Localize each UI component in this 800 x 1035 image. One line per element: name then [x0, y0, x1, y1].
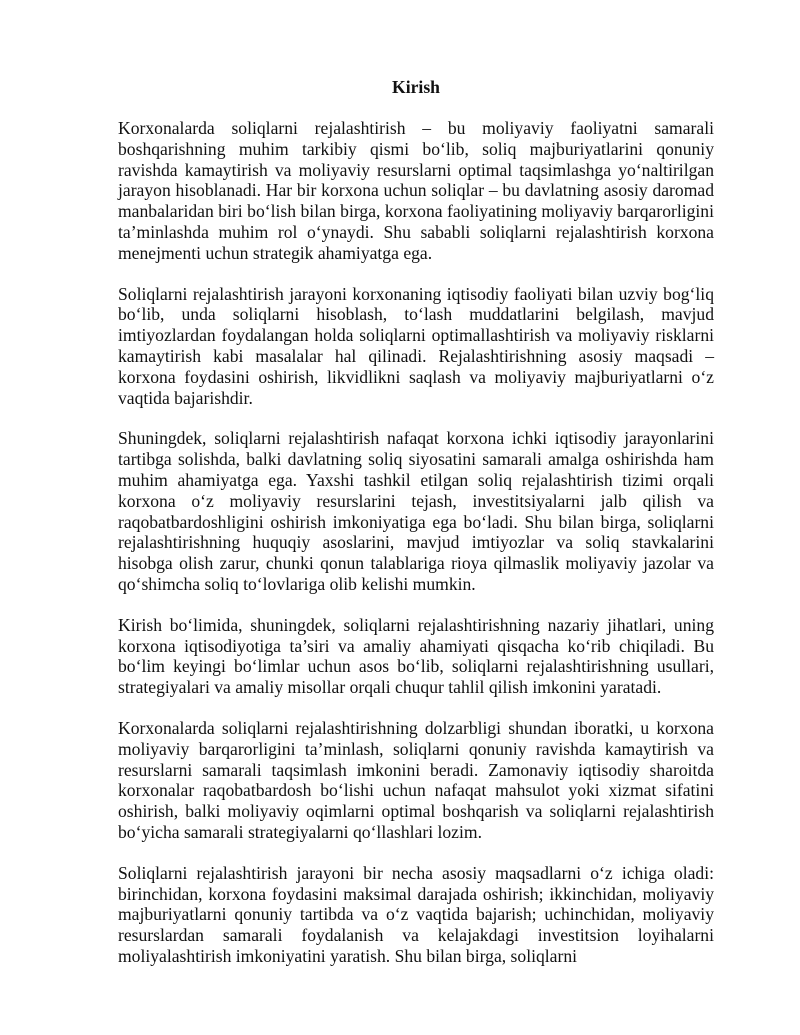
paragraph-5: Korxonalarda soliqlarni rejalashtirishning dolzarbligi shundan iboratki, u korxona moliyaviy barqarorligini ta’minlash, soliqlarni qonuniy ravishda kamaytirish va resurslarni samarali taqsimlash imkonini beradi. Zamonaviy iqtisodiy sharoitda korxonalar raqobatbardosh bo‘lishi uchun nafaqat mahsulot yoki xizmat sifatini oshirish, balki moliyaviy oqimlarni optimal boshqarish va soliqlarni rejalashtirish bo‘yicha samarali strategiyalarni qo‘llashlari lozim. — [118, 717, 714, 842]
paragraph-4: Kirish bo‘limida, shuningdek, soliqlarni rejalashtirishning nazariy jihatlari, uning korxona iqtisodiyotiga ta’siri va amaliy ahamiyati qisqacha ko‘rib chiqiladi. Bu bo‘lim keyingi bo‘limlar uchun asos bo‘lib, soliqlarni rejalashtirishning usullari, strategiyalari va amaliy misollar orqali chuqur tahlil qilish imkonini yaratadi. — [118, 614, 714, 698]
document-title: Kirish — [392, 77, 440, 97]
paragraph-2: Soliqlarni rejalashtirish jarayoni korxonaning iqtisodiy faoliyati bilan uzviy bog‘liq bo‘lib, unda soliqlarni hisoblash, to‘lash muddatlarini belgilash, mavjud imtiyozlardan foydalangan holda soliqlarni optimallashtirish va moliyaviy risklarni kamaytirish kabi masalalar hal qilinadi. Rejalashtirishning asosiy maqsadi – korxona foydasini oshirish, likvidlikni saqlash va moliyaviy majburiyatlarni o‘z vaqtida bajarishdir. — [118, 283, 714, 408]
paragraph-6: Soliqlarni rejalashtirish jarayoni bir necha asosiy maqsadlarni o‘z ichiga oladi: birinchidan, korxona foydasini maksimal darajada oshirish; ikkinchidan, moliyaviy majburiyatlarni qonuniy tartibda va o‘z vaqtida bajarish; uchinchidan, moliyaviy resurslardan samarali foydalanish va kelajakdagi investitsion loyihalarni moliyalashtirish imkoniyatini yaratish. Shu bilan birga, soliqlarni — [118, 862, 714, 966]
paragraph-1: Korxonalarda soliqlarni rejalashtirish – bu moliyaviy faoliyatni samarali boshqarishning muhim tarkibiy qismi bo‘lib, soliq majburiyatlarini qonuniy ravishda kamaytirish va moliyaviy resurslarni optimal taqsimlashga yo‘naltirilgan jarayon hisoblanadi. Har bir korxona uchun soliqlar – bu davlatning asosiy daromad manbalaridan biri bo‘lish bilan birga, korxona faoliyatining moliyaviy barqarorligini ta’minlashda muhim rol o‘ynaydi. Shu sababli soliqlarni rejalashtirish korxona menejmenti uchun strategik ahamiyatga ega. — [118, 118, 714, 263]
paragraph-3: Shuningdek, soliqlarni rejalashtirish nafaqat korxona ichki iqtisodiy jarayonlarini tartibga solishda, balki davlatning soliq siyosatini samarali amalga oshirishda ham muhim ahamiyatga ega. Yaxshi tashkil etilgan soliq rejalashtirish tizimi orqali korxona o‘z moliyaviy resurslarini tejash, investitsiyalarni jalb qilish va raqobatbardoshligini oshirish imkoniyatiga ega bo‘ladi. Shu bilan birga, soliqlarni rejalashtirishning huquqiy asoslarini, mavjud imtiyozlar va soliq stavkalarini hisobga olish zarur, chunki qonun talablariga rioya qilmaslik moliyaviy jazolar va qo‘shimcha soliq to‘lovlariga olib kelishi mumkin. — [118, 428, 714, 594]
document-page — [118, 76, 714, 967]
